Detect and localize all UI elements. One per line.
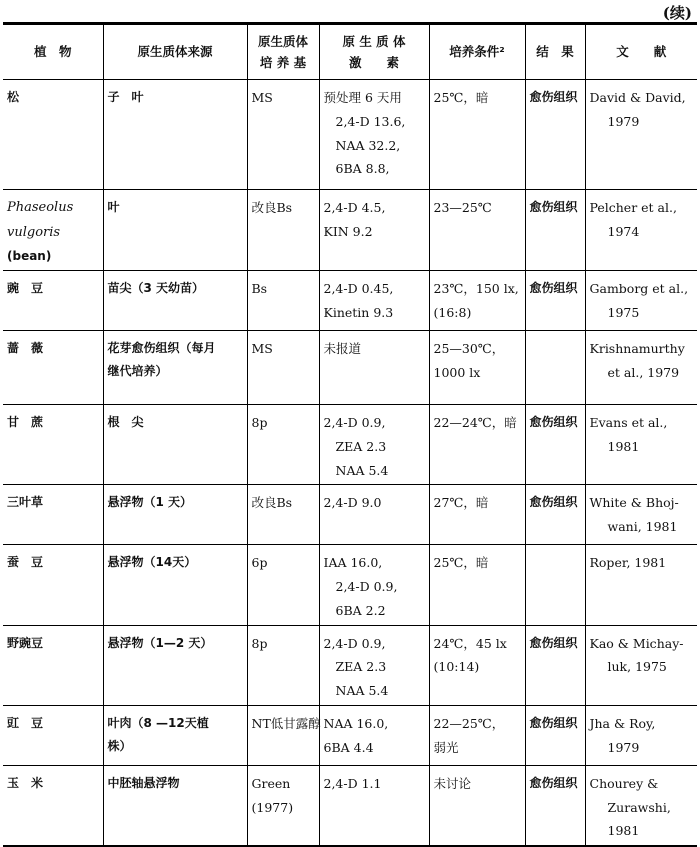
cell-medium xyxy=(247,190,319,271)
cell-hormone-line: 2,4-D 0.9, xyxy=(323,635,386,651)
cell-source xyxy=(103,705,247,765)
cell-source-line: 子 叶 xyxy=(107,90,144,104)
cell-hormone-line: NAA 32.2, xyxy=(335,137,401,153)
cell-reference xyxy=(585,765,697,846)
cell-hormone xyxy=(319,80,429,190)
cell-reference-line: 1981 xyxy=(607,823,640,839)
cell-result-line: 愈伤组织 xyxy=(529,415,578,430)
cell-conditions-line: 24℃，45 lx xyxy=(433,635,507,651)
cell-result-line: 愈伤组织 xyxy=(529,715,578,730)
cell-medium-line: NT低甘露醇 xyxy=(251,715,321,731)
cell-hormone xyxy=(319,190,429,271)
cell-hormone-line: 6BA 4.4 xyxy=(323,739,374,755)
cell-hormone-line: NAA 5.4 xyxy=(335,683,389,699)
cell-source xyxy=(103,625,247,705)
table-row xyxy=(3,705,697,765)
cell-medium xyxy=(247,545,319,625)
cell-source-line: 悬浮物（1—2 天） xyxy=(107,635,213,650)
cell-reference-line: Krishnamurthy xyxy=(589,341,685,357)
cell-plant-line: 蚕 豆 xyxy=(7,555,44,570)
cell-reference xyxy=(585,625,697,705)
cell-medium xyxy=(247,80,319,190)
cell-conditions-line: 27℃，暗 xyxy=(433,495,489,511)
cell-source-line: 株） xyxy=(107,738,132,753)
cell-conditions xyxy=(429,705,525,765)
cell-result-line: 愈伤组织 xyxy=(529,495,578,510)
cell-plant xyxy=(3,545,103,625)
cell-medium-line: (1977) xyxy=(251,799,294,815)
cell-result xyxy=(525,765,585,846)
cell-reference xyxy=(585,485,697,545)
cell-conditions-line: 未讨论 xyxy=(433,775,472,791)
cell-conditions xyxy=(429,331,525,405)
cell-conditions xyxy=(429,625,525,705)
cell-medium-line: Green xyxy=(251,775,291,791)
cell-plant-line: 松 xyxy=(7,90,20,104)
cell-plant-line: 豌 豆 xyxy=(7,281,44,296)
cell-medium-line: MS xyxy=(251,90,273,105)
cell-source-line: 悬浮物（14天） xyxy=(107,555,197,570)
table-row xyxy=(3,765,697,846)
header-medium-line2: 培 养 基 xyxy=(259,55,307,70)
table-row xyxy=(3,190,697,271)
cell-hormone-line: 2,4-D 1.1 xyxy=(323,775,382,791)
cell-reference xyxy=(585,705,697,765)
cell-result-line: 愈伤组织 xyxy=(529,200,578,214)
cell-conditions xyxy=(429,545,525,625)
cell-conditions-line: 23℃，150 lx, xyxy=(433,281,519,297)
cell-plant xyxy=(3,485,103,545)
cell-plant-line: 豇 豆 xyxy=(7,715,44,730)
cell-plant-line: 甘 蔗 xyxy=(7,415,44,430)
cell-conditions-line: 25℃，暗 xyxy=(433,90,489,105)
cell-medium xyxy=(247,765,319,846)
cell-source xyxy=(103,545,247,625)
cell-conditions xyxy=(429,80,525,190)
table-row xyxy=(3,545,697,625)
cell-result-line: 愈伤组织 xyxy=(529,281,578,296)
cell-reference-line: 1974 xyxy=(607,223,640,239)
cell-medium xyxy=(247,331,319,405)
table-row xyxy=(3,405,697,485)
cell-plant xyxy=(3,705,103,765)
cell-medium xyxy=(247,405,319,485)
cell-reference-line: 1979 xyxy=(607,113,640,129)
cell-medium xyxy=(247,271,319,331)
cell-reference-line: Jha & Roy, xyxy=(589,715,656,731)
cell-result xyxy=(525,80,585,190)
cell-conditions-line: 22—25℃， xyxy=(433,715,505,731)
cell-source xyxy=(103,271,247,331)
cell-reference xyxy=(585,80,697,190)
cell-plant-line: 野豌豆 xyxy=(7,635,44,650)
cell-hormone xyxy=(319,545,429,625)
cell-hormone-line: 2,4-D 0.9, xyxy=(335,579,398,595)
header-hormone xyxy=(319,24,429,80)
cell-source-line: 继代培养） xyxy=(107,363,168,378)
cell-source-line: 悬浮物（1 天） xyxy=(107,495,193,510)
cell-conditions xyxy=(429,190,525,271)
cell-conditions-line: 23—25℃ xyxy=(433,200,492,215)
cell-hormone xyxy=(319,625,429,705)
header-result: 结 果 xyxy=(525,24,585,80)
cell-medium xyxy=(247,705,319,765)
cell-plant xyxy=(3,271,103,331)
cell-plant xyxy=(3,625,103,705)
cell-conditions xyxy=(429,485,525,545)
cell-result-line: 愈伤组织 xyxy=(529,90,578,104)
cell-conditions xyxy=(429,765,525,846)
cell-medium-line: 改良Bs xyxy=(251,200,293,215)
cell-medium-line: 改良Bs xyxy=(251,495,293,511)
cell-reference-line: Zurawshi, xyxy=(607,799,671,815)
cell-hormone-line: IAA 16.0, xyxy=(323,555,383,571)
cell-conditions xyxy=(429,271,525,331)
cell-plant xyxy=(3,765,103,846)
cell-medium-line: 6p xyxy=(251,555,268,571)
cell-result xyxy=(525,705,585,765)
cell-hormone xyxy=(319,271,429,331)
cell-conditions-line: (16:8) xyxy=(433,304,472,320)
cell-source-line: 苗尖（3 天幼苗） xyxy=(107,281,205,296)
cell-reference-line: Kao & Michay- xyxy=(589,635,684,651)
cell-result xyxy=(525,190,585,271)
cell-conditions-line: 25℃，暗 xyxy=(433,555,489,571)
cell-result xyxy=(525,625,585,705)
cell-hormone-line: 6BA 2.2 xyxy=(335,602,386,618)
cell-hormone-line: 2,4-D 13.6, xyxy=(335,113,406,129)
cell-conditions-line: (10:14) xyxy=(433,659,480,675)
cell-result-line: 愈伤组织 xyxy=(529,635,578,650)
cell-hormone-line: 未报道 xyxy=(323,341,362,357)
cell-conditions-line: 弱光 xyxy=(433,739,459,755)
header-source: 原生质体来源 xyxy=(103,24,247,80)
cell-reference-line: Evans et al., xyxy=(589,415,668,431)
protoplast-culture-table xyxy=(3,22,697,847)
cell-hormone-line: NAA 5.4 xyxy=(335,462,389,478)
cell-source-line: 根 尖 xyxy=(107,415,144,430)
cell-result xyxy=(525,485,585,545)
cell-result xyxy=(525,545,585,625)
cell-result xyxy=(525,405,585,485)
cell-medium xyxy=(247,625,319,705)
cell-plant-line: 三叶草 xyxy=(7,495,44,510)
cell-medium xyxy=(247,485,319,545)
cell-reference xyxy=(585,271,697,331)
cell-medium-line: 8p xyxy=(251,415,268,431)
cell-conditions-line: 1000 lx xyxy=(433,364,481,380)
cell-conditions-line: 22—24℃，暗 xyxy=(433,415,517,431)
header-plant: 植 物 xyxy=(3,24,103,80)
cell-hormone xyxy=(319,485,429,545)
table-row xyxy=(3,331,697,405)
cell-source xyxy=(103,80,247,190)
continued-mark: (续) xyxy=(662,4,692,22)
cell-plant-line: vulgoris xyxy=(7,224,61,240)
cell-source xyxy=(103,765,247,846)
header-medium xyxy=(247,24,319,80)
cell-reference-line: 1979 xyxy=(607,739,640,755)
cell-medium-line: MS xyxy=(251,341,273,357)
cell-reference-line: Roper, 1981 xyxy=(589,555,667,571)
cell-source-line: 叶 xyxy=(107,200,120,214)
cell-hormone-line: 2,4-D 9.0 xyxy=(323,495,382,511)
cell-conditions xyxy=(429,405,525,485)
cell-hormone-line: 2,4-D 0.9, xyxy=(323,415,386,431)
cell-reference xyxy=(585,190,697,271)
cell-plant-line: 蔷 薇 xyxy=(7,341,44,356)
cell-source xyxy=(103,190,247,271)
table-body xyxy=(3,80,697,847)
header-conditions: 培养条件² xyxy=(429,24,525,80)
cell-reference-line: David & David, xyxy=(589,90,686,105)
cell-reference-line: luk, 1975 xyxy=(607,659,667,675)
cell-reference xyxy=(585,405,697,485)
cell-hormone-line: ZEA 2.3 xyxy=(335,438,387,454)
cell-hormone xyxy=(319,405,429,485)
cell-plant xyxy=(3,80,103,190)
cell-result xyxy=(525,331,585,405)
cell-source xyxy=(103,405,247,485)
cell-reference-line: Chourey & xyxy=(589,775,659,791)
cell-hormone xyxy=(319,705,429,765)
cell-hormone xyxy=(319,765,429,846)
table-row xyxy=(3,485,697,545)
cell-plant-line: (bean) xyxy=(7,249,52,264)
cell-source xyxy=(103,485,247,545)
header-row xyxy=(3,24,697,80)
cell-reference-line: wani, 1981 xyxy=(607,519,678,535)
cell-plant xyxy=(3,190,103,271)
cell-hormone-line: 2,4-D 4.5, xyxy=(323,200,386,215)
cell-source-line: 叶肉（8 —12天植 xyxy=(107,715,209,730)
cell-hormone-line: Kinetin 9.3 xyxy=(323,304,394,320)
header-hormone-line2: 激 素 xyxy=(348,55,399,70)
table-row xyxy=(3,271,697,331)
cell-reference xyxy=(585,331,697,405)
cell-hormone xyxy=(319,331,429,405)
cell-source-line: 中胚轴悬浮物 xyxy=(107,775,180,790)
cell-hormone-line: 预处理 6 天用 xyxy=(323,90,402,105)
cell-reference-line: White & Bhoj- xyxy=(589,495,679,511)
header-medium-line1: 原生质体 xyxy=(257,33,308,49)
table-row xyxy=(3,80,697,190)
cell-reference-line: Gamborg et al., xyxy=(589,281,689,297)
cell-reference-line: 1981 xyxy=(607,438,640,454)
cell-plant-line: Phaseolus xyxy=(7,200,74,215)
cell-reference-line: Pelcher et al., xyxy=(589,200,677,215)
cell-reference-line: 1975 xyxy=(607,304,640,320)
cell-plant xyxy=(3,331,103,405)
cell-source xyxy=(103,331,247,405)
cell-result xyxy=(525,271,585,331)
cell-conditions-line: 25—30℃， xyxy=(433,341,505,357)
cell-result-line: 愈伤组织 xyxy=(529,775,578,790)
cell-plant xyxy=(3,405,103,485)
cell-hormone-line: KIN 9.2 xyxy=(323,223,373,239)
cell-hormone-line: 6BA 8.8, xyxy=(335,161,390,177)
cell-medium-line: Bs xyxy=(251,281,268,297)
cell-medium-line: 8p xyxy=(251,635,268,651)
cell-hormone-line: NAA 16.0, xyxy=(323,715,389,731)
cell-reference-line: et al., 1979 xyxy=(607,364,680,380)
cell-reference xyxy=(585,545,697,625)
cell-hormone-line: ZEA 2.3 xyxy=(335,659,387,675)
cell-hormone-line: 2,4-D 0.45, xyxy=(323,281,394,297)
table-row xyxy=(3,625,697,705)
cell-plant-line: 玉 米 xyxy=(7,775,44,790)
header-reference: 文 献 xyxy=(585,24,697,80)
header-hormone-line1: 原 生 质 体 xyxy=(342,33,406,49)
cell-source-line: 花芽愈伤组织（每月 xyxy=(107,341,216,356)
